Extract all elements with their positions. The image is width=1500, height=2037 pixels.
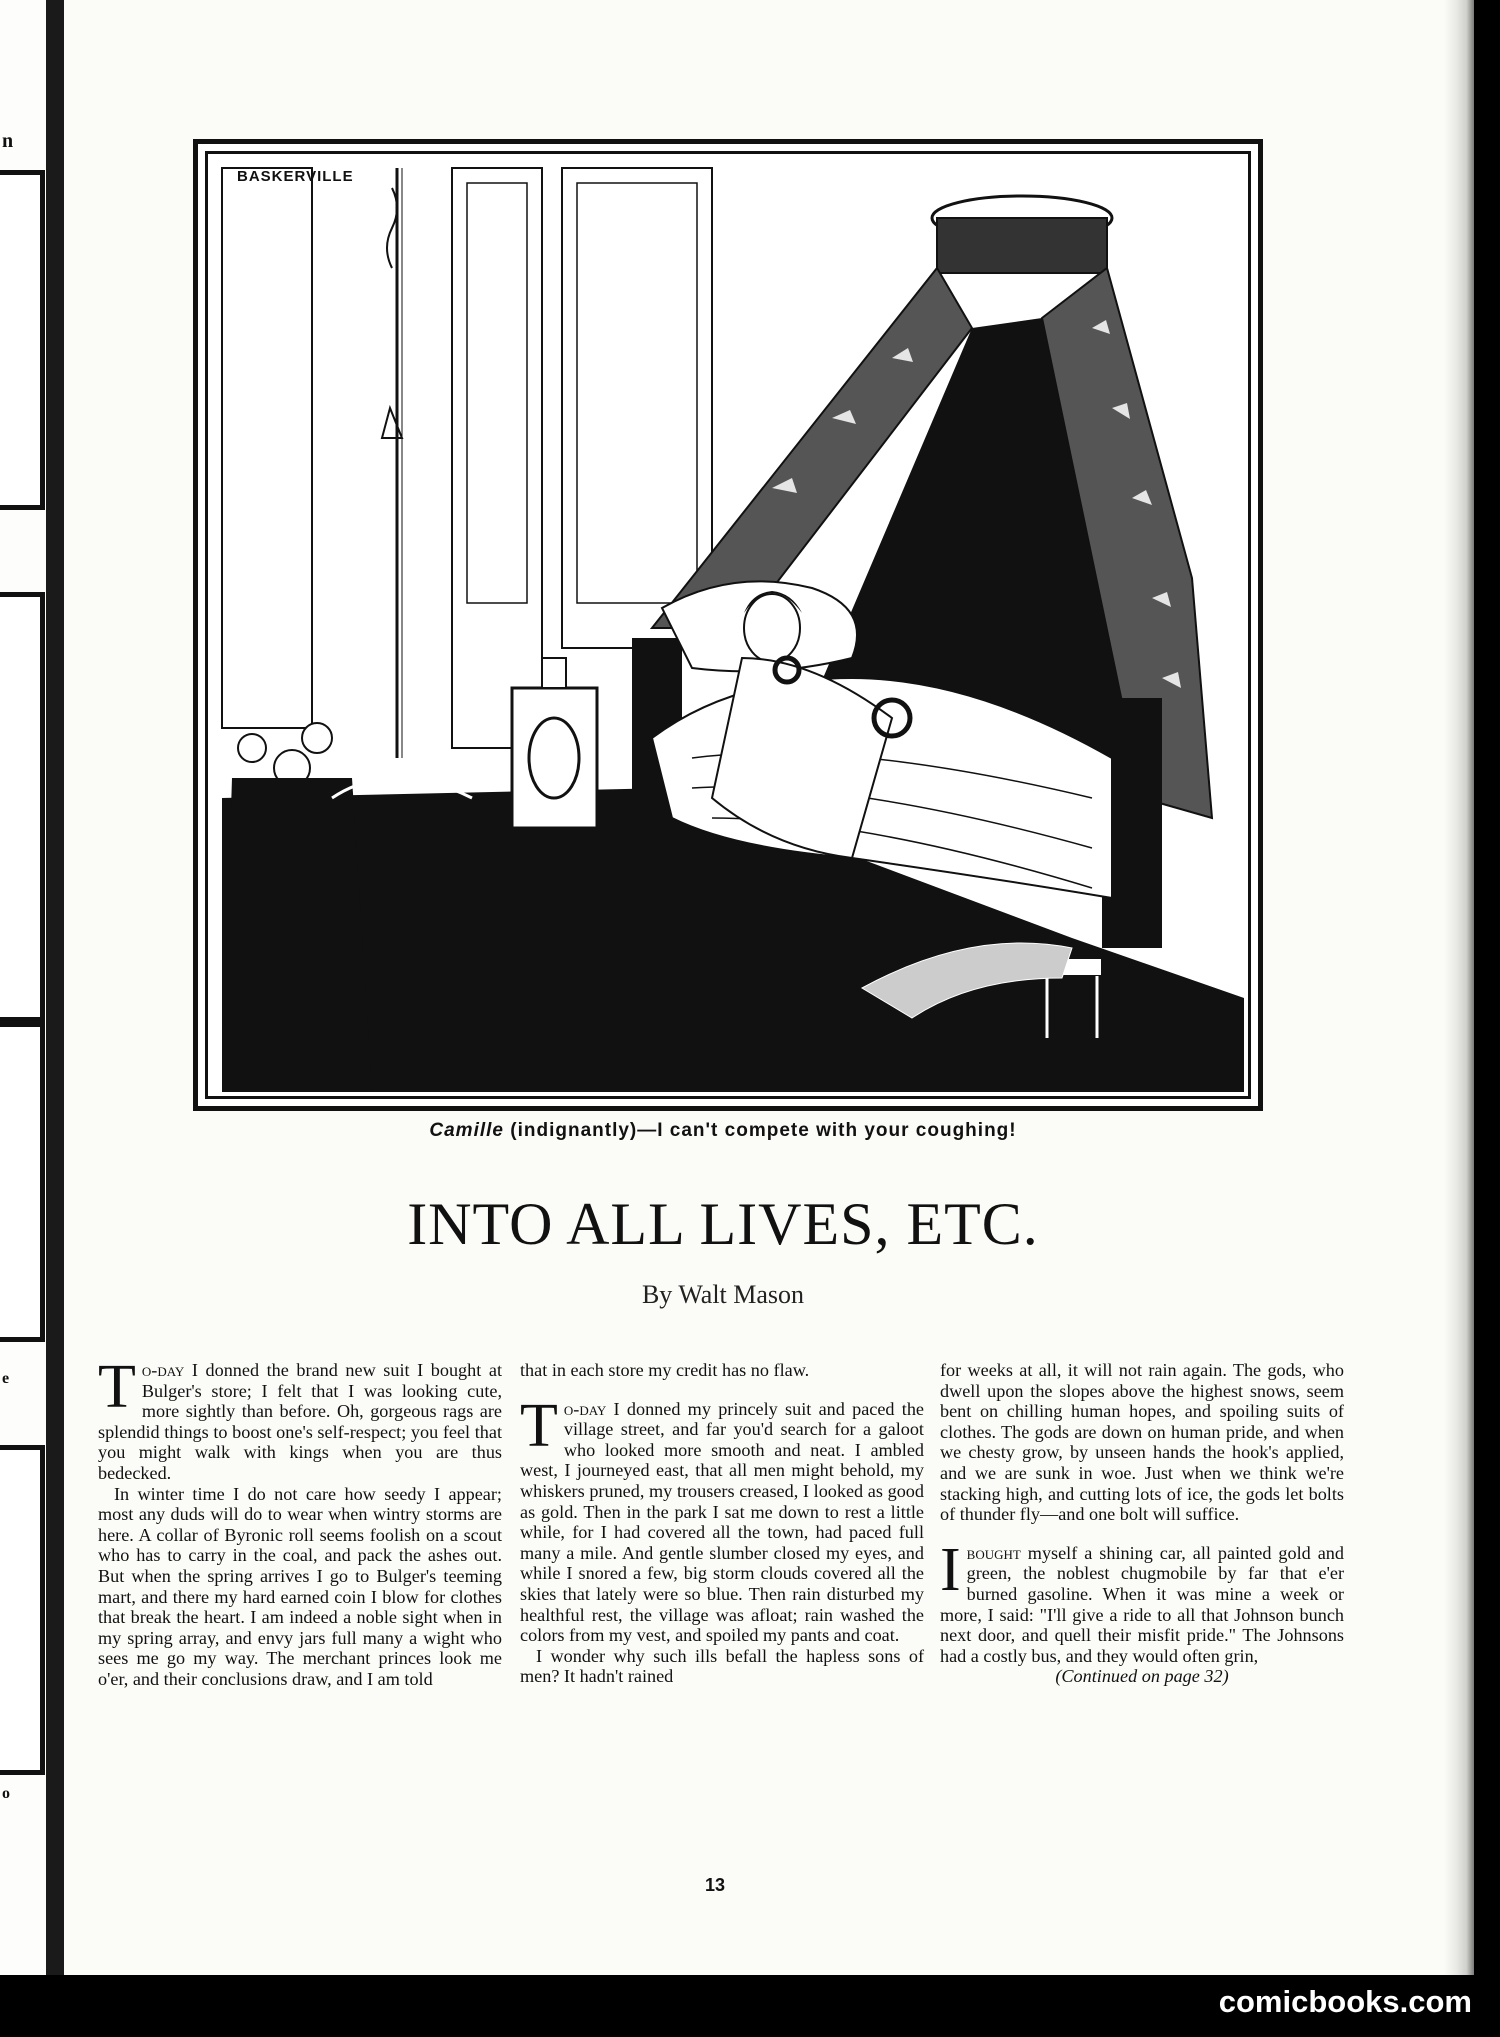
paragraph bbox=[98, 1353, 502, 1484]
left-page-panel bbox=[0, 592, 45, 1022]
site-watermark: comicbooks.com bbox=[1218, 1984, 1472, 2019]
paragraph bbox=[940, 1535, 1344, 1667]
paragraph: I wonder why such ills befall the hapless sons of men? It hadn't rained bbox=[520, 1645, 924, 1687]
left-page-letter-bottom: o bbox=[2, 1785, 10, 1802]
illustration-frame bbox=[193, 139, 1263, 1111]
illustration-caption bbox=[193, 1120, 1253, 1142]
left-page-panel bbox=[0, 1445, 45, 1775]
caption-text: (indignantly)—I can't compete with your coughing! bbox=[503, 1120, 1017, 1141]
left-page-panel bbox=[0, 1022, 45, 1342]
paragraph: for weeks at all, it will not rain again. The gods, who dwell upon the slopes above the highest snows, seem bent on chilling human hopes, and spoiling suits of clothes. The gods are down on human pride, and when we chesty grow, by unseen hands the hook's applied, and we are sunk in woe. Just when we think we're stacking high, and cutting lots of ice, the gods let bolts of thunder fly—and one bolt will suffice. bbox=[940, 1360, 1344, 1525]
left-page-letter-mid: e bbox=[2, 1370, 10, 1387]
paragraph-text: myself a shining car, all painted gold and green, the noblest chugmobile by far that e'er burned gasoline. When it was mine a week or more, I said: "I'll give a ride to all that Johnson bunch next door, and quell their misfit pride." The Johnsons had a costly bus, and they would often grin, bbox=[940, 1542, 1344, 1666]
page-number: 13 bbox=[704, 1875, 726, 1895]
drop-cap: T bbox=[520, 1391, 558, 1460]
drop-cap: I bbox=[940, 1535, 961, 1604]
lead-in: o-day bbox=[141, 1360, 185, 1380]
lead-in: bought bbox=[966, 1542, 1021, 1563]
paragraph: that in each store my credit has no flaw. bbox=[520, 1360, 810, 1380]
caption-speaker: Camille bbox=[429, 1120, 504, 1141]
article-column-2 bbox=[520, 1360, 924, 1687]
lead-in: o-day bbox=[563, 1398, 607, 1419]
left-page-fragment bbox=[0, 0, 46, 1975]
artist-signature: BASKERVILLE bbox=[237, 168, 354, 185]
paragraph: In winter time I do not care how seedy I appear; most any duds will do to wear when wintry storms are here. A collar of Byronic roll seems foolish on a scout who has to carry in the coal, and pack the ashes out. But when the spring arrives I go to Bulger's teeming mart, and there my hard earned coin I blow for clothes that break the heart. I am indeed a noble sight when in my spring array, and envy jars full many a wight who sees me go my way. The merchant princes look me o'er, and their conclusions draw, and I am told bbox=[98, 1483, 502, 1689]
drop-cap: T bbox=[98, 1353, 136, 1421]
paragraph-text: I donned the brand new suit I bought at Bulger's store; I felt that I was looking cute, more sightly than before. Oh, gorgeous rags are splendid things to boost one's self-respect; you feel that you might walk with kings when you are thus bedecked. bbox=[98, 1360, 502, 1483]
paragraph-text: I donned my princely suit and paced the village street, and far you'd search for a galoot who looked more smooth and neat. I ambled west, I journeyed east, that all men might behold, my whiskers pruned, my trousers creased, I looked as good as gold. Then in the park I sat me down to rest a little while, for I had covered all the town, had paced full many a mile. And gentle slumber closed my eyes, and while I snored a few, big storm clouds covered all the skies that lately were so blue. Then rain disturbed my healthful rest, the village was afloat; rain washed the colors from my vest, and spoiled my pants and coat. bbox=[520, 1398, 924, 1646]
article-title: INTO ALL LIVES, ETC. bbox=[407, 1191, 1039, 1257]
article-byline: By Walt Mason bbox=[641, 1280, 805, 1309]
page-edge bbox=[1444, 0, 1474, 1975]
article-column-3 bbox=[940, 1360, 1344, 1687]
article-column-1 bbox=[98, 1353, 502, 1690]
left-page-letter-top: n bbox=[2, 130, 14, 152]
left-page-panel bbox=[0, 170, 45, 510]
paragraph bbox=[520, 1391, 924, 1646]
camille-bedroom-illustration bbox=[212, 158, 1244, 1092]
book-gutter bbox=[46, 0, 64, 1975]
continued-note: (Continued on page 32) bbox=[1055, 1666, 1229, 1687]
